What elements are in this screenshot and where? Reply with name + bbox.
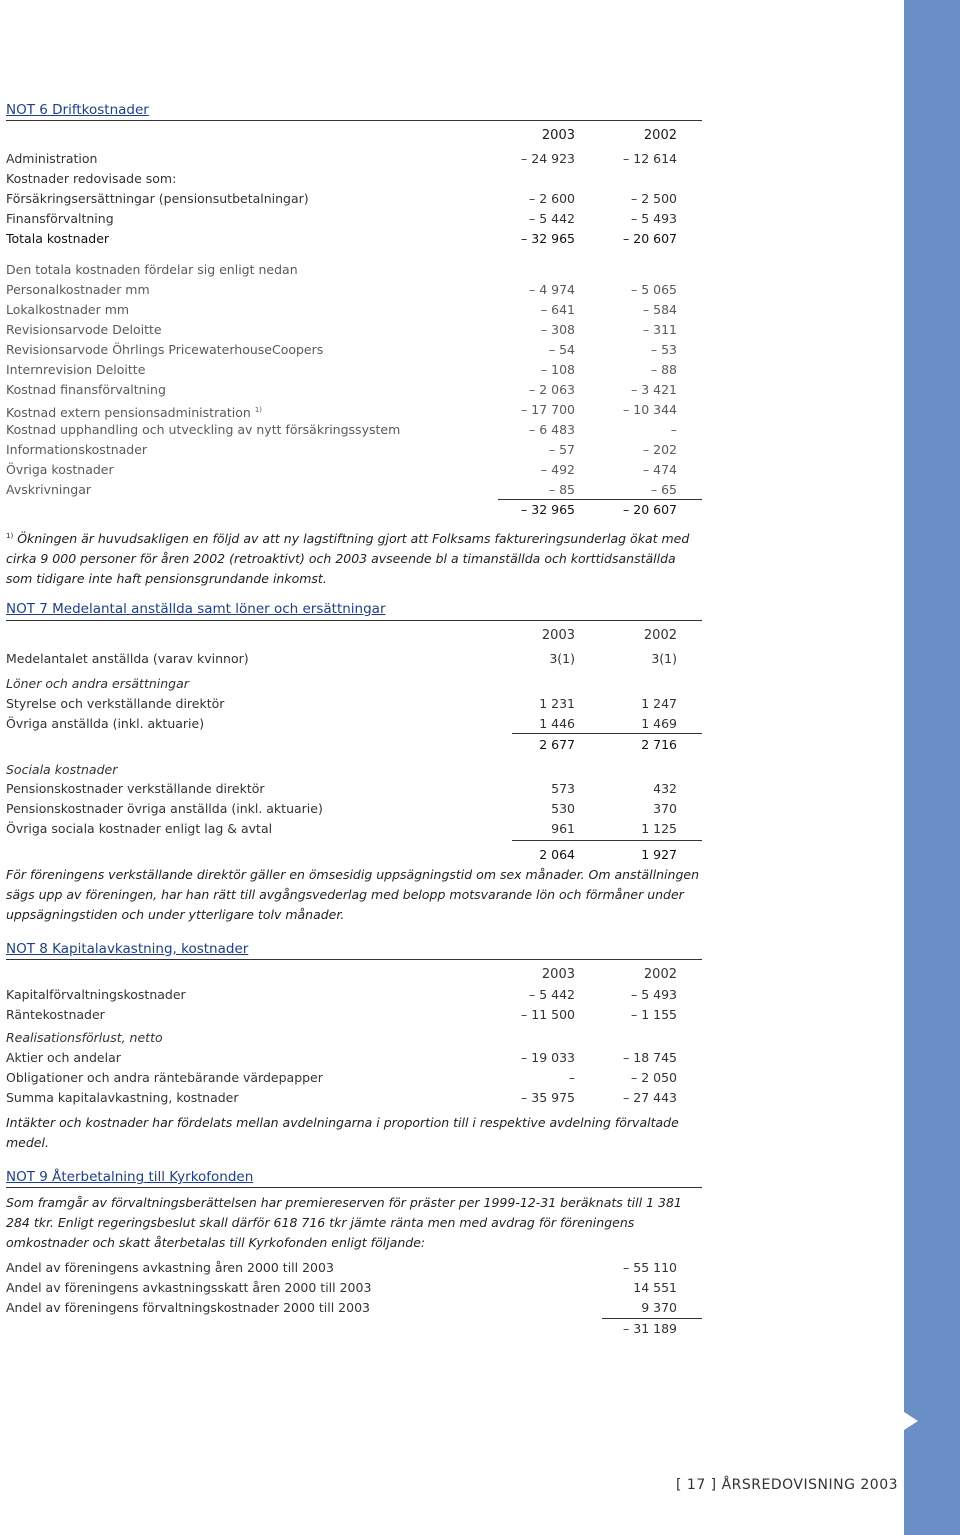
note6-title: NOT 6 Driftkostnader [6, 102, 149, 118]
table-row: Kostnad upphandling och utveckling av nytt försäkringssystem – 6 483 – [6, 422, 677, 437]
table-row-total: 2 677 2 716 [539, 737, 677, 752]
table-row: Kostnader redovisade som: [6, 171, 177, 186]
note7-paragraph: För föreningens verkställande direktör gäller en ömsesidig uppsägningstid om sex månader. Om anställningen sägs upp av föreningen, har han rätt till avgångsvederlag med belopp motsvarande lön och förmåner under uppsägningstiden och under ytterligare tolv månader. [6, 867, 699, 922]
total-rule [512, 840, 702, 841]
note7-title: NOT 7 Medelantal anställda samt löner och ersättningar [6, 601, 386, 617]
table-row: Personalkostnader mm – 4 974 – 5 065 [6, 282, 677, 297]
page-footer: [ 17 ] ÅRSREDOVISNING 2003 [676, 1477, 899, 1493]
table-row: Kostnad finansförvaltning – 2 063 – 3 421 [6, 382, 677, 397]
note8-rule [6, 959, 702, 960]
table-row: Räntekostnader – 11 500 – 1 155 [6, 1007, 677, 1022]
table-row: Andel av föreningens avkastningsskatt åren 2000 till 2003 14 551 [6, 1280, 677, 1295]
note6-col-2002: 2002 [643, 128, 677, 143]
note7-year-header: 2003 2002 [541, 628, 677, 643]
table-row: Försäkringsersättningar (pensionsutbetalningar) – 2 600 – 2 500 [6, 191, 677, 206]
table-row-total: Totala kostnader – 32 965 – 20 607 [6, 231, 677, 246]
table-row: Kapitalförvaltningskostnader – 5 442 – 5 493 [6, 987, 677, 1002]
table-row: Avskrivningar – 85 – 65 [6, 482, 677, 497]
table-row: Pensionskostnader övriga anställda (inkl. aktuarie) 530 370 [6, 801, 677, 816]
table-row: Revisionsarvode Öhrlings PricewaterhouseCoopers – 54 – 53 [6, 342, 677, 357]
note9-title: NOT 9 Återbetalning till Kyrkofonden [6, 1169, 254, 1185]
table-row: Kostnad extern pensionsadministration $^{1)}$ – 17 700 – 10 344 [6, 402, 677, 421]
note6-year-header [6, 126, 702, 146]
note8-title: NOT 8 Kapitalavkastning, kostnader [6, 941, 249, 957]
note8-paragraph: Intäkter och kostnader har fördelats mellan avdelningarna i proportion till i respektive avdelning förvaltade medel. [6, 1115, 679, 1150]
note9-paragraph: Som framgår av förvaltningsberättelsen har premiereserven för präster per 1999-12-31 beräknats till 1 381 284 tkr. Enligt regeringsbeslut skall därför 618 716 tkr jämte ränta men med avdrag för föreningens omkostnader och skatt återbetalas till Kyrkofonden enligt följande: [6, 1195, 682, 1250]
note6-rule [6, 120, 702, 121]
table-row: Övriga kostnader – 492 – 474 [6, 462, 677, 477]
table-row-total: Summa kapitalavkastning, kostnader – 35 975 – 27 443 [6, 1090, 677, 1105]
table-row: Aktier och andelar – 19 033 – 18 745 [6, 1050, 677, 1065]
table-row: Obligationer och andra räntebärande värdepapper – – 2 050 [6, 1070, 677, 1085]
note9-rule [6, 1187, 702, 1188]
total-rule [512, 733, 702, 734]
table-row: Övriga anställda (inkl. aktuarie) 1 446 1 469 [6, 716, 677, 731]
note6-footnote: $^{1)}$ Ökningen är huvudsakligen en följd av att ny lagstiftning gjort att Folksams faktureringsunderlag ökat med cirka 9 000 personer för åren 2002 (retroaktivt) och 2003 avseende bl a timanställda och korttidsanställda som tidigare inte haft pensionsgrundande inkomst. [6, 531, 690, 587]
note6-col-2003: 2003 [541, 128, 575, 143]
table-row: Övriga sociala kostnader enligt lag & avtal 961 1 125 [6, 821, 677, 836]
table-row: Medelantalet anställda (varav kvinnor) 3(1) 3(1) [6, 651, 677, 666]
table-row-total: 2 064 1 927 [539, 847, 677, 862]
table-row: Styrelse och verkställande direktör 1 231 1 247 [6, 696, 677, 711]
salaries-heading: Löner och andra ersättningar [6, 676, 189, 691]
table-row: Internrevision Deloitte – 108 – 88 [6, 362, 677, 377]
table-row: Andel av föreningens avkastning åren 2000 till 2003 – 55 110 [6, 1260, 677, 1275]
social-heading: Sociala kostnader [6, 762, 118, 777]
table-row-total: – 31 189 [623, 1321, 677, 1336]
footnote-ref: 1) [254, 406, 262, 414]
side-bar-decoration [904, 0, 960, 1535]
note7-rule [6, 620, 702, 621]
table-row: Informationskostnader – 57 – 202 [6, 442, 677, 457]
table-row: Andel av föreningens förvaltningskostnader 2000 till 2003 9 370 [6, 1300, 677, 1315]
page-arrow-icon [904, 1412, 918, 1430]
realisation-heading: Realisationsförlust, netto [6, 1030, 163, 1045]
breakdown-heading: Den totala kostnaden fördelar sig enligt nedan [6, 262, 298, 277]
table-row: Revisionsarvode Deloitte – 308 – 311 [6, 322, 677, 337]
note8-year-header: 2003 2002 [541, 967, 677, 982]
table-row: Administration – 24 923 – 12 614 [6, 151, 677, 166]
table-row: Finansförvaltning – 5 442 – 5 493 [6, 211, 677, 226]
table-row: Lokalkostnader mm – 641 – 584 [6, 302, 677, 317]
table-row: Pensionskostnader verkställande direktör 573 432 [6, 781, 677, 796]
table-row-total: – 32 965 – 20 607 [521, 502, 677, 517]
